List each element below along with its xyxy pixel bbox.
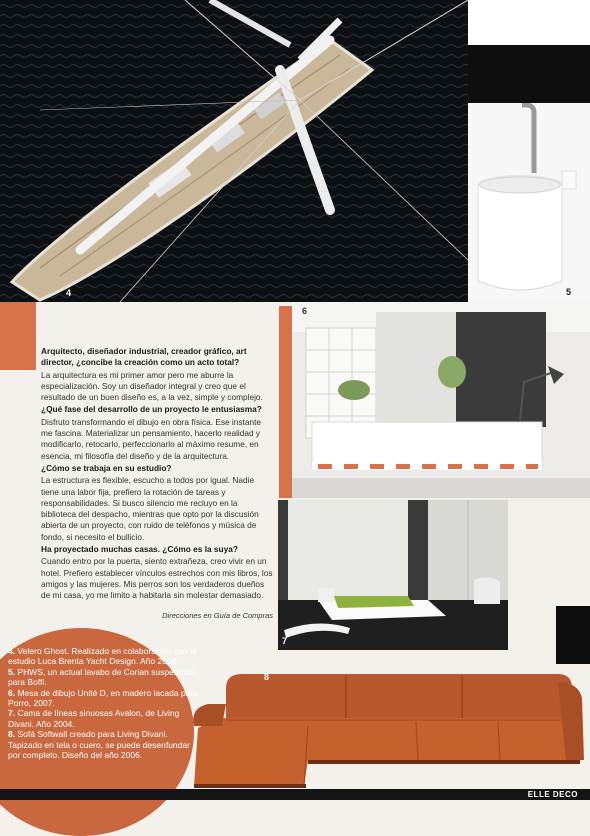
black-band xyxy=(468,45,590,103)
caption: 5. PHWS, un actual lavabo de Corian suspendido para Boffi. xyxy=(8,666,195,688)
answer: La estructura es flexible, escucho a todos por igual. Nadie tiene una labor fija, prefiero la rotación de tareas y responsabilidades. Si busco silencio me recluyo en la biblioteca del despacho, mientras que opto por la discusión abierta de un proyecto, con ruido de teléfonos y música de fondo, si necesito el bullicio. xyxy=(41,475,259,542)
interview-text xyxy=(41,346,273,622)
caption: 6. Mesa de dibujo Unité D, en madero lacada para Porro, 2007. xyxy=(8,687,198,709)
photo-number: 8 xyxy=(264,672,270,682)
photo-number: 6 xyxy=(302,306,308,316)
bedroom-photo xyxy=(278,500,508,650)
question: ¿Cómo se trabaja en su estudio? xyxy=(41,462,172,473)
photo-number: 5 xyxy=(566,287,572,297)
image-captions xyxy=(8,646,198,760)
answer: La arquitectura es mi primer amor pero me aburre la especialización. Soy un diseñador integral y creo que el resultado de un buen diseño es, a la vez, simple y complejo. xyxy=(41,369,263,403)
photo-number: 4 xyxy=(66,288,72,298)
black-block xyxy=(556,606,590,664)
caption: 7. Cama de líneas sinuosas Avalon, de Living Divani. Año 2004. xyxy=(8,708,180,729)
sofa-photo xyxy=(186,668,590,790)
desk-photo xyxy=(292,302,590,498)
yacht-photo xyxy=(0,0,468,302)
caption: 4. Velero Ghost. Realizado en colaboración con el estudio Luca Brenta Yacht Design. Año 2004. xyxy=(8,646,197,667)
question: Ha proyectado muchas casas. ¿Cómo es la suya? xyxy=(41,544,238,555)
accent-block xyxy=(0,302,36,370)
blank-panel xyxy=(468,0,590,45)
page-footer xyxy=(0,789,590,800)
question: Arquitecto, diseñador industrial, creador gráfico, art director, ¿concibe la creación como un acto total? xyxy=(41,346,247,368)
magazine-brand: ELLE DECO xyxy=(527,790,578,799)
shopping-guide-credit: Direcciones en Guía de Compras xyxy=(162,610,273,620)
answer: Cuando entro por la puerta, siento extrañeza, creo vivir en un hotel. Prefiero establecer vínculos estrechos con mis libros, los amigos y las mujeres. Mis perros son los verdaderos dueños de mi casa, yo me limito a habitarla sin molestar demasiado. xyxy=(41,556,273,601)
answer: Disfruto transformando el dibujo en obra física. Ese instante me fascina. Materializar un pensamiento, hacerlo realidad y modificarlo, retocarlo, perfeccionarlo al máximo resume, en esencia, mi filosofía del diseño y de la arquitectura. xyxy=(41,416,261,461)
washbasin-photo xyxy=(468,103,590,303)
photo-number: 7 xyxy=(282,636,288,646)
caption: 8. Sofá Softwall creado para Living Divani. Tapizado en tela o cuero, se puede desenfundar por completo. Diseño del año 2006. xyxy=(8,729,190,761)
question: ¿Qué fase del desarrollo de un proyecto le entusiasma? xyxy=(41,404,262,415)
